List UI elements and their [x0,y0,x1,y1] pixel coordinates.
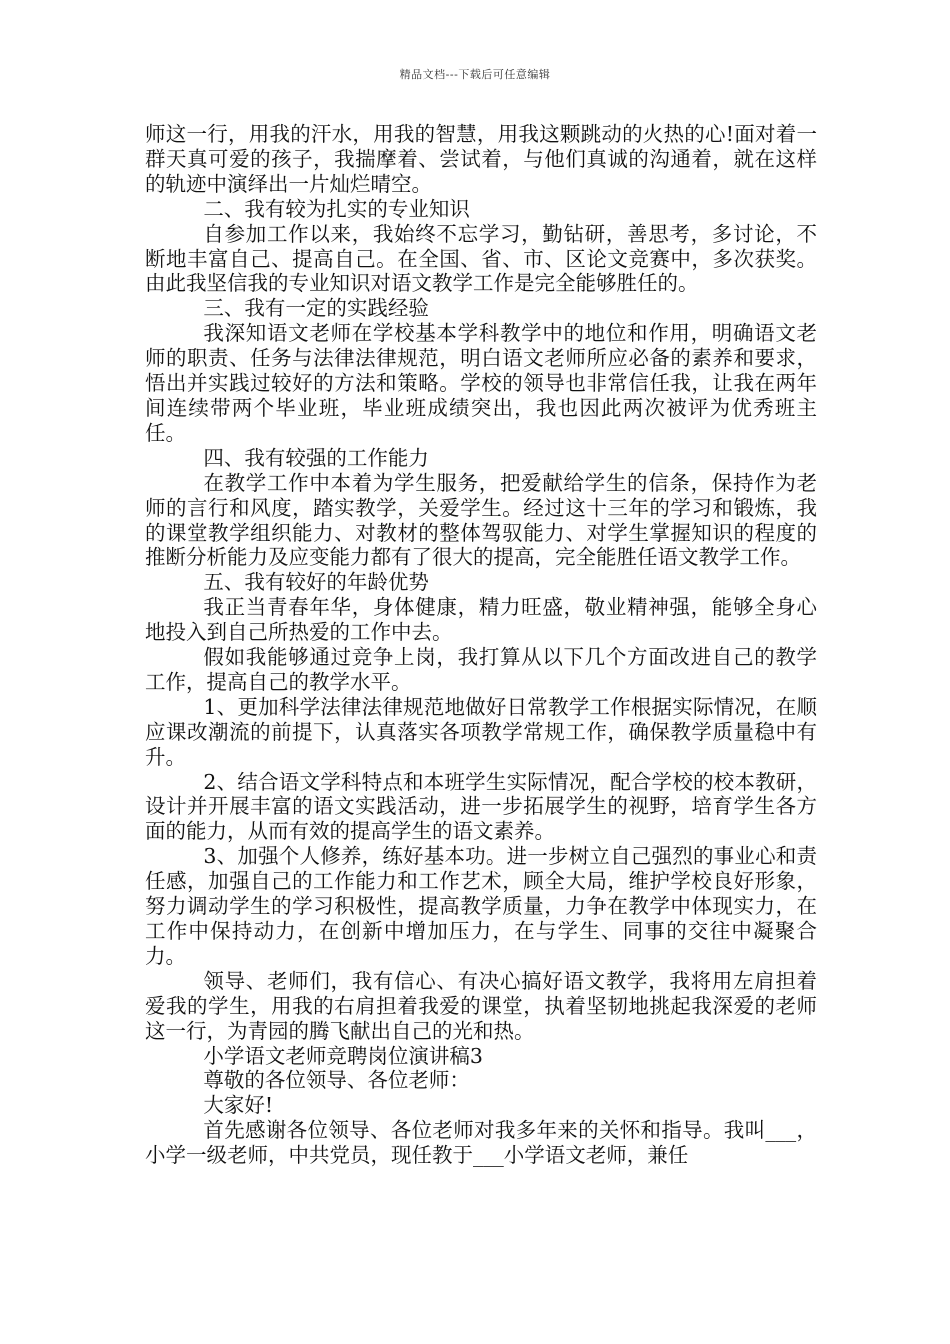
paragraph: 我深知语文老师在学校基本学科教学中的地位和作用，明确语文老师的职责、任务与法律法律规范，明白语文老师所应必备的素养和要求，悟出并实践过较好的方法和策略。学校的领导也非常信任我，让我在两年间连续带两个毕业班，毕业班成绩突出，我也因此两次被评为优秀班主任。 [145,321,817,445]
paragraph: 我正当青春年华，身体健康，精力旺盛，敬业精神强，能够全身心地投入到自己所热爱的工作中去。 [145,595,817,645]
paragraph: 四、我有较强的工作能力 [203,445,429,470]
paragraph: 尊敬的各位领导、各位老师： [203,1068,470,1093]
paragraph: 2、结合语文学科特点和本班学生实际情况，配合学校的校本教研，设计并开展丰富的语文实践活动，进一步拓展学生的视野，培育学生各方面的能力，从而有效的提高学生的语文素养。 [145,769,817,844]
paragraph: 领导、老师们，我有信心、有决心搞好语文教学，我将用左肩担着爱我的学生，用我的右肩担着我爱的课堂，执着坚韧地挑起我深爱的老师这一行，为青园的腾飞献出自己的光和热。 [145,968,817,1043]
paragraph: 自参加工作以来，我始终不忘学习，勤钻研，善思考，多讨论，不断地丰富自己、提高自己。在全国、省、市、区论文竞赛中，多次获奖。由此我坚信我的专业知识对语文教学工作是完全能够胜任的。 [145,221,817,296]
paragraph: 小学语文老师竞聘岗位演讲稿3 [203,1043,483,1068]
paragraph: 假如我能够通过竞争上岗，我打算从以下几个方面改进自己的教学工作，提高自己的教学水平。 [145,645,817,694]
page-header: 精品文档---下载后可任意编辑 [399,68,551,81]
paragraph: 1、更加科学法律法律规范地做好日常教学工作根据实际情况，在顺应课改潮流的前提下，认真落实各项教学常规工作，确保教学质量稳中有升。 [145,694,817,769]
paragraph: 首先感谢各位领导、各位老师对我多年来的关怀和指导。我叫___，小学一级老师，中共党员，现任教于___小学语文老师，兼任 [145,1118,817,1168]
paragraph: 在教学工作中本着为学生服务，把爱献给学生的信条，保持作为老师的言行和风度，踏实教学，关爱学生。经过这十三年的学习和锻炼，我的课堂教学组织能力、对教材的整体驾驭能力、对学生掌握知识的程度的推断分析能力及应变能力都有了很大的提高，完全能胜任语文教学工作。 [145,470,817,570]
paragraph: 二、我有较为扎实的专业知识 [203,196,470,221]
paragraph: 3、加强个人修养，练好基本功。进一步树立自己强烈的事业心和责任感，加强自己的工作能力和工作艺术，顾全大局，维护学校良好形象，努力调动学生的学习积极性，提高教学质量，力争在教学中体现实力，在工作中保持动力，在创新中增加压力，在与学生、同事的交往中凝聚合力。 [145,844,817,968]
paragraph: 师这一行，用我的汗水，用我的智慧，用我这颗跳动的火热的心!面对着一群天真可爱的孩子，我揣摩着、尝试着，与他们真诚的沟通着，就在这样的轨迹中演绎出一片灿烂晴空。 [145,122,817,196]
document-body [145,122,817,1168]
paragraph: 三、我有一定的实践经验 [203,296,429,321]
paragraph: 大家好! [203,1093,274,1118]
paragraph: 五、我有较好的年龄优势 [203,570,429,595]
